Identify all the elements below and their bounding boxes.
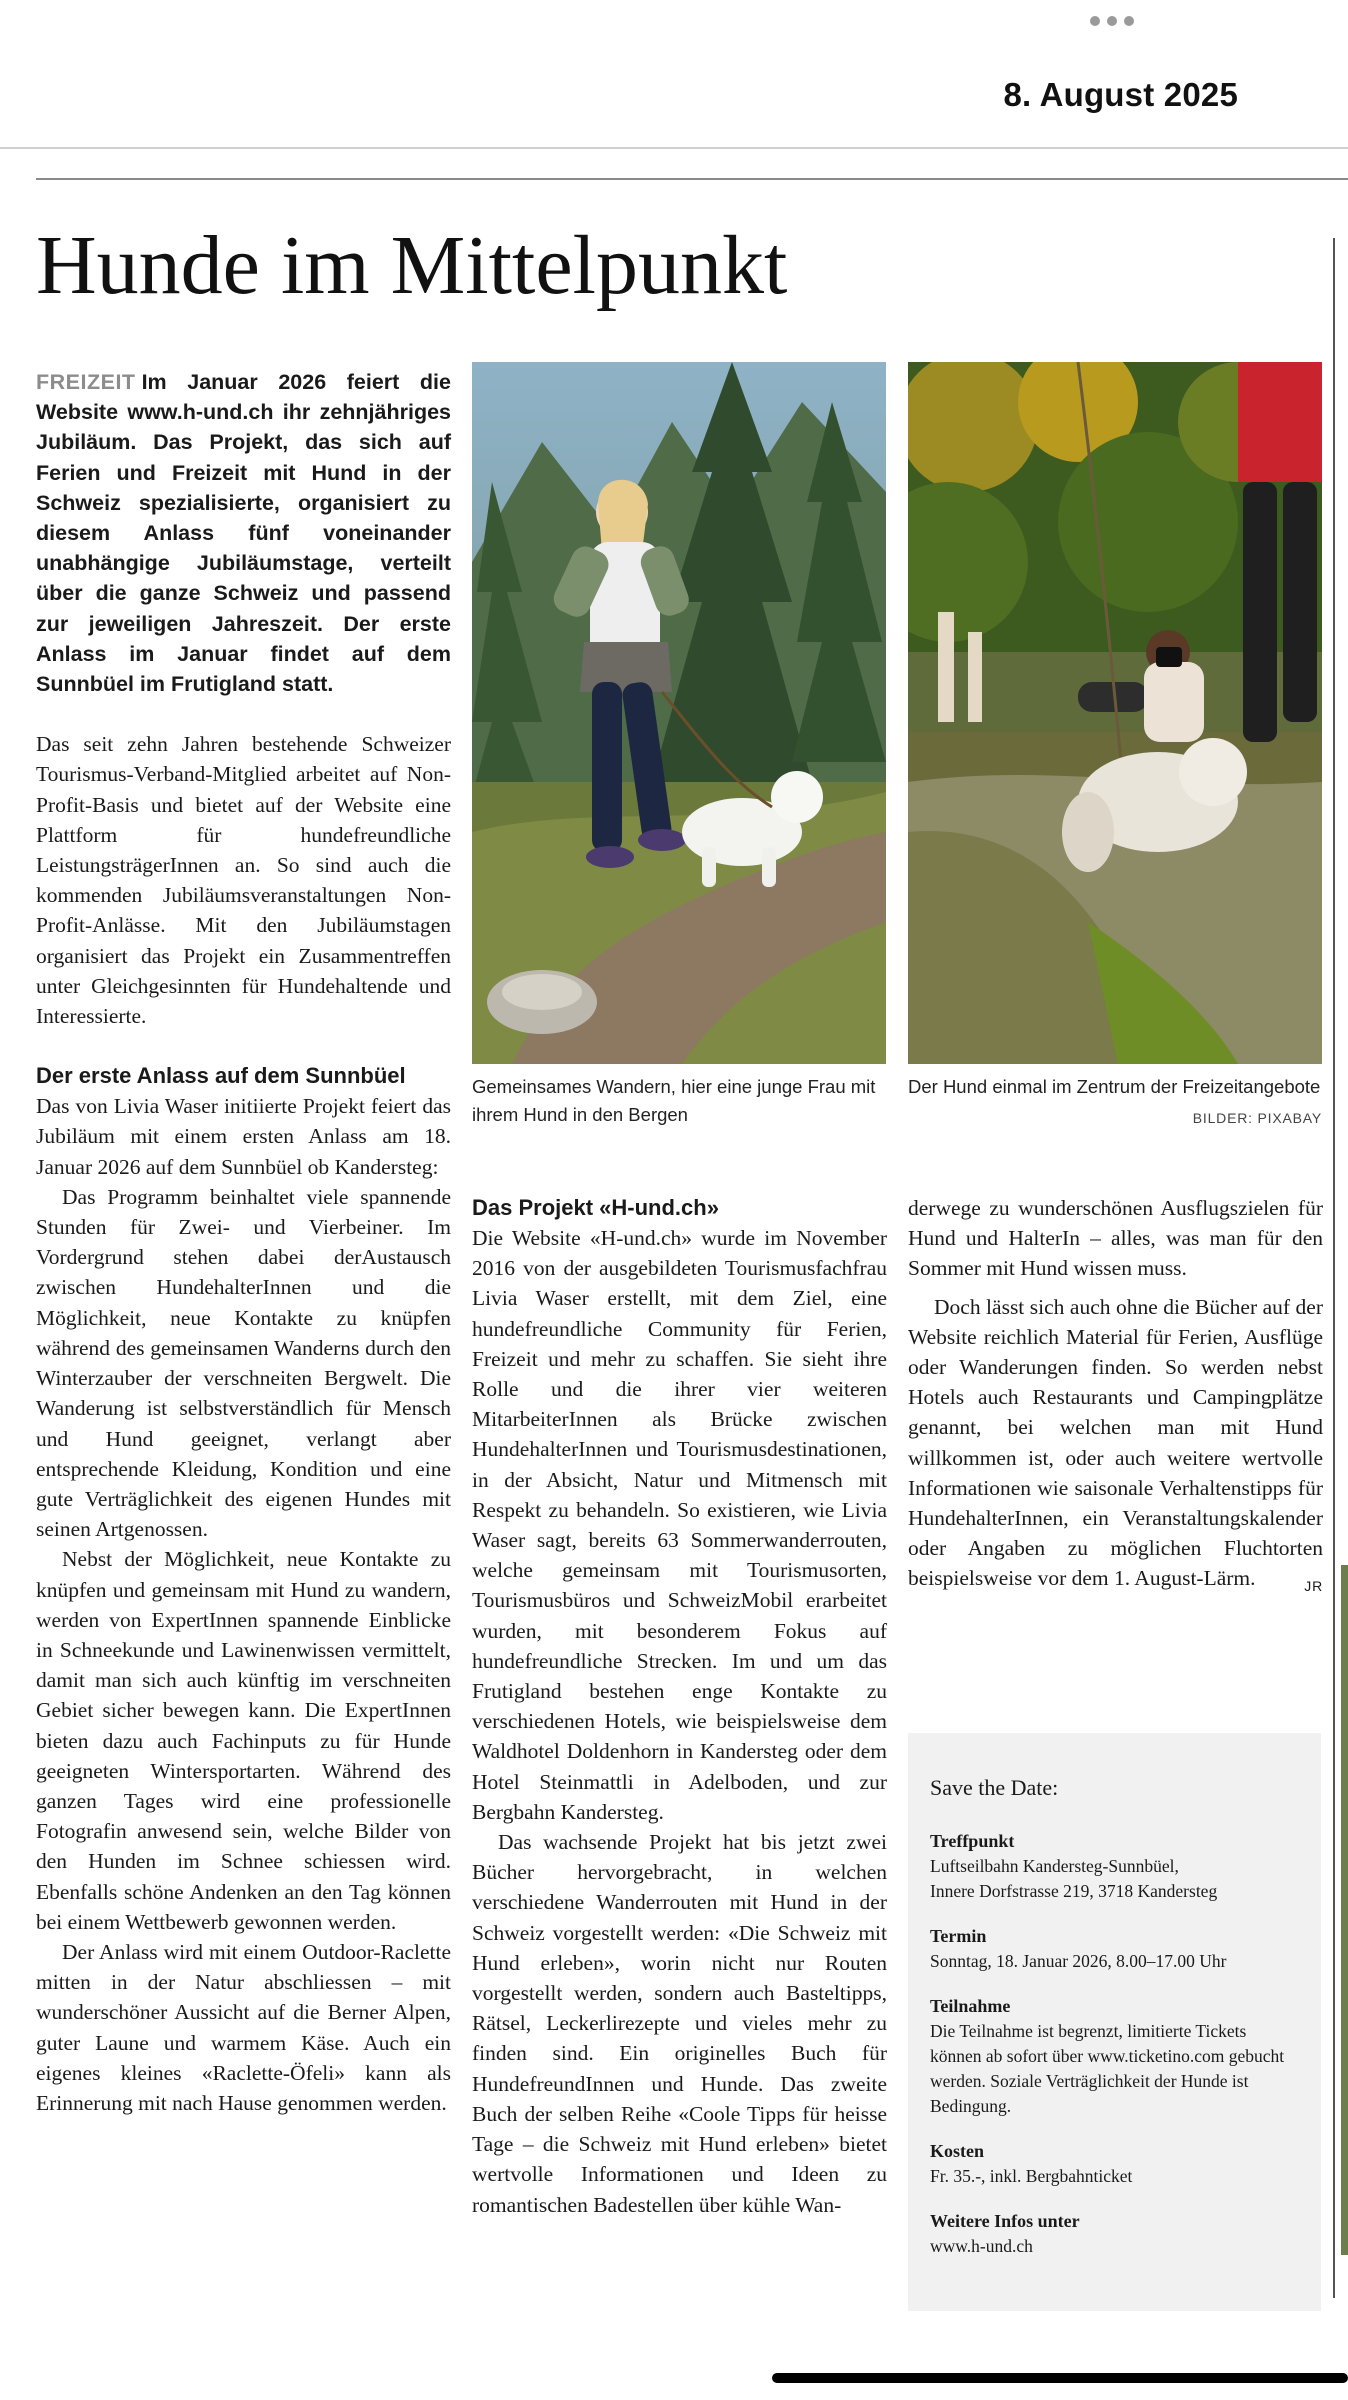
column-divider xyxy=(1333,238,1335,2298)
info-block-more-info xyxy=(930,2209,1299,2259)
subheading: Der erste Anlass auf dem Sunnbüel xyxy=(36,1063,406,1089)
column-3 xyxy=(908,1193,1323,1602)
info-heading: Kosten xyxy=(930,2141,984,2161)
body-paragraph xyxy=(908,1292,1323,1594)
column-2 xyxy=(472,1193,887,2220)
lead-text: Im Januar 2026 feiert die Website www.h-und.ch ihr zehnjähriges Jubiläum. Das Projekt, das sich auf Ferien und Freizeit mit Hund in der Schweiz spezialisierte, organisiert zu diesem Anlass fünf voneinander unabhängige Jubiläumstage, verteilt über die ganze Schweiz und passend zur jeweiligen Jahreszeit. Der erste Anlass im Januar findet auf dem Sunnbüel im Frutigland statt. xyxy=(36,370,451,697)
info-heading: Weitere Infos unter xyxy=(930,2211,1080,2231)
body-paragraph: Der Anlass wird mit einem Outdoor-Raclette mitten in der Natur abschliessen – mit wunderschöner Aussicht auf die Berner Alpen, guter Laune und warmem Käse. Auch ein eigenes kleines «Raclette-Öfeli» kann als Erinnerung mit nach Hause genommen werden. xyxy=(36,1939,451,2115)
info-block-participation xyxy=(930,1994,1299,2119)
body-paragraph: Das seit zehn Jahren bestehende Schweizer Tourismus-Verband-Mitglied arbeitet auf Non-Profit-Basis und bietet auf der Website eine Plattform für hundefreundliche LeistungsträgerInnen an. So sind auch die kommenden Jubiläumsveranstaltungen Non-Profit-Anlässe. Mit den Jubiläumstagen organisiert das Projekt ein Zusammentreffen unter Gleichgesinnten für Hundehaltende und Interessierte. xyxy=(36,732,451,1029)
body-paragraph: Das von Livia Waser initiierte Projekt feiert das Jubiläum mit einem ersten Anlass am 18. Januar 2026 auf dem Sunnbüel ob Kandersteg: xyxy=(36,1094,451,1179)
save-the-date-box xyxy=(908,1733,1321,2311)
info-text: Fr. 35.-, inkl. Bergbahnticket xyxy=(930,2166,1133,2186)
issue-date: 8. August 2025 xyxy=(1003,76,1238,113)
photo-dog-by-water xyxy=(908,362,1322,1064)
info-heading: Termin xyxy=(930,1926,987,1946)
info-heading: Teilnahme xyxy=(930,1996,1011,2016)
info-text: Luftseilbahn Kandersteg-Sunnbüel, xyxy=(930,1856,1179,1876)
header-divider xyxy=(0,147,1348,149)
info-text: Die Teilnahme ist begrenzt, limitierte Tickets können ab sofort über www.ticketino.com gebucht werden. Soziale Verträglichkeit der Hunde ist Bedingung. xyxy=(930,2021,1285,2116)
body-paragraph: Die Website «H-und.ch» wurde im November 2016 von der ausgebildeten Tourismusfachfrau Livia Waser erstellt, mit dem Ziel, eine hundefreundliche Community für Ferien, Freizeit und mehr zu schaffen. Sie sieht ihre Rolle und die ihrer vier weiteren MitarbeiterInnen als Brücke zwischen HundehalterInnen und Tourismusdestinationen, in der Absicht, Natur und Mitmensch mit Respekt zu behandeln. So existieren, wie Livia Waser sagt, bereits 63 Sommerwanderrouten, welche gemeinsam mit Tourismusorten, Tourismusbüros und SchweizMobil erarbeitet wurden, mit besonderem Fokus auf hundefreundliche Strecken. Im und um das Frutigland bestehen enge Kontakte zu verschiedenen Hotels, wie beispielsweise dem Waldhotel Doldenhorn in Kandersteg oder dem Hotel Steinmattli in Adelboden, und zur Bergbahn Kandersteg. xyxy=(472,1226,887,1824)
column-1 xyxy=(36,367,451,2118)
info-text: Sonntag, 18. Januar 2026, 8.00–17.00 Uhr xyxy=(930,1951,1227,1971)
photo-caption: Der Hund einmal im Zentrum der Freizeitangebote xyxy=(908,1076,1321,1097)
info-block-meeting-point xyxy=(930,1829,1299,1904)
body-paragraph: Nebst der Möglichkeit, neue Kontakte zu knüpfen und gemeinsam mit Hund zu wandern, werden von ExpertInnen spannende Einblicke in Schneekunde und Lawinenwissen vermittelt, damit man sich auch künftig im verschneiten Gebiet sicher bewegen kann. Die ExpertInnen bieten dazu auch Fachinputs zu für Hunde geeigneten Wintersportarten. Während des ganzen Tages wird eine professionelle Fotografin anwesend sein, welche Bilder von den Hunden im Schnee schiessen wird. Ebenfalls schöne Andenken an den Tag können bei einem Wettbewerb gewonnen werden. xyxy=(36,1547,451,1934)
kicker-label: FREIZEIT xyxy=(36,370,136,394)
subheading: Das Projekt «H-und.ch» xyxy=(472,1195,719,1220)
page-rule xyxy=(36,178,1348,180)
photo-hiking-girl-with-dog xyxy=(472,362,886,1064)
article-lead xyxy=(36,367,451,699)
body-paragraph: derwege zu wunderschönen Ausflugszielen für Hund und HalterIn – alles, was man für den Sommer mit Hund wissen muss. xyxy=(908,1196,1323,1281)
info-block-date xyxy=(930,1924,1299,1974)
photo-caption: Gemeinsames Wandern, hier eine junge Frau mit ihrem Hund in den Bergen xyxy=(472,1076,876,1125)
website-link[interactable]: www.h-und.ch xyxy=(930,2236,1033,2256)
article-headline: Hunde im Mittelpunkt xyxy=(36,219,788,312)
more-options-icon[interactable] xyxy=(1090,16,1138,28)
info-text: Innere Dorfstrasse 219, 3718 Kandersteg xyxy=(930,1881,1218,1901)
box-title: Save the Date: xyxy=(930,1775,1059,1800)
info-heading: Treffpunkt xyxy=(930,1831,1015,1851)
paragraph-text: Doch lässt sich auch ohne die Bücher auf der Website reichlich Material für Ferien, Ausflüge oder Wanderungen finden. So werden nebst Hotels auch Restaurants und Campingplätze genannt, bei welchen man mit Hund willkommen ist, oder auch weitere wertvolle Informationen wie saisonale Verhaltenstipps für HundehalterInnen, ein Veranstaltungskalender oder Angaben zu möglichen Fluchtorten beispielsweise vor dem 1. August-Lärm. xyxy=(908,1294,1323,1591)
body-paragraph: Das wachsende Projekt hat bis jetzt zwei Bücher hervorgebracht, in welchen verschiedene Wanderrouten mit Hund in der Schweiz vorgestellt werden: «Die Schweiz mit Hund erleben», worin nicht nur Routen vorgestellt werden, sondern auch Basteltipps, Rätsel, Leckerlirezepte und vieles mehr zu finden sind. Ein originelles Buch für HundefreundInnen und Hunde. Das zweite Buch der selben Reihe «Coole Tipps für heisse Tage – die Schweiz mit Hund erleben» bietet wertvolle Informationen und Ideen zu romantischen Badestellen über kühle Wan- xyxy=(472,1830,887,2217)
next-page-image-edge xyxy=(1341,1565,1348,2255)
body-paragraph: Das Programm beinhaltet viele spannende Stunden für Zwei- und Vierbeiner. Im Vordergrund stehen dabei derAustausch zwischen HundehalterInnen und die Möglichkeit, neue Kontakte zu knüpfen während des gemeinsamen Wanderns durch den Winterzauber der verschneiten Bergwelt. Die Wanderung ist selbstverständlich für Mensch und Hund geeignet, verlangt aber entsprechende Kleidung, Kondition und eine gute Verträglichkeit des eigenen Hundes mit seinen Artgenossen. xyxy=(36,1184,451,1542)
home-indicator-bar[interactable] xyxy=(772,2373,1348,2383)
photo-credit: BILDER: PIXABAY xyxy=(1192,1110,1322,1126)
author-initials: JR xyxy=(1304,1578,1323,1595)
info-block-costs xyxy=(930,2139,1299,2189)
